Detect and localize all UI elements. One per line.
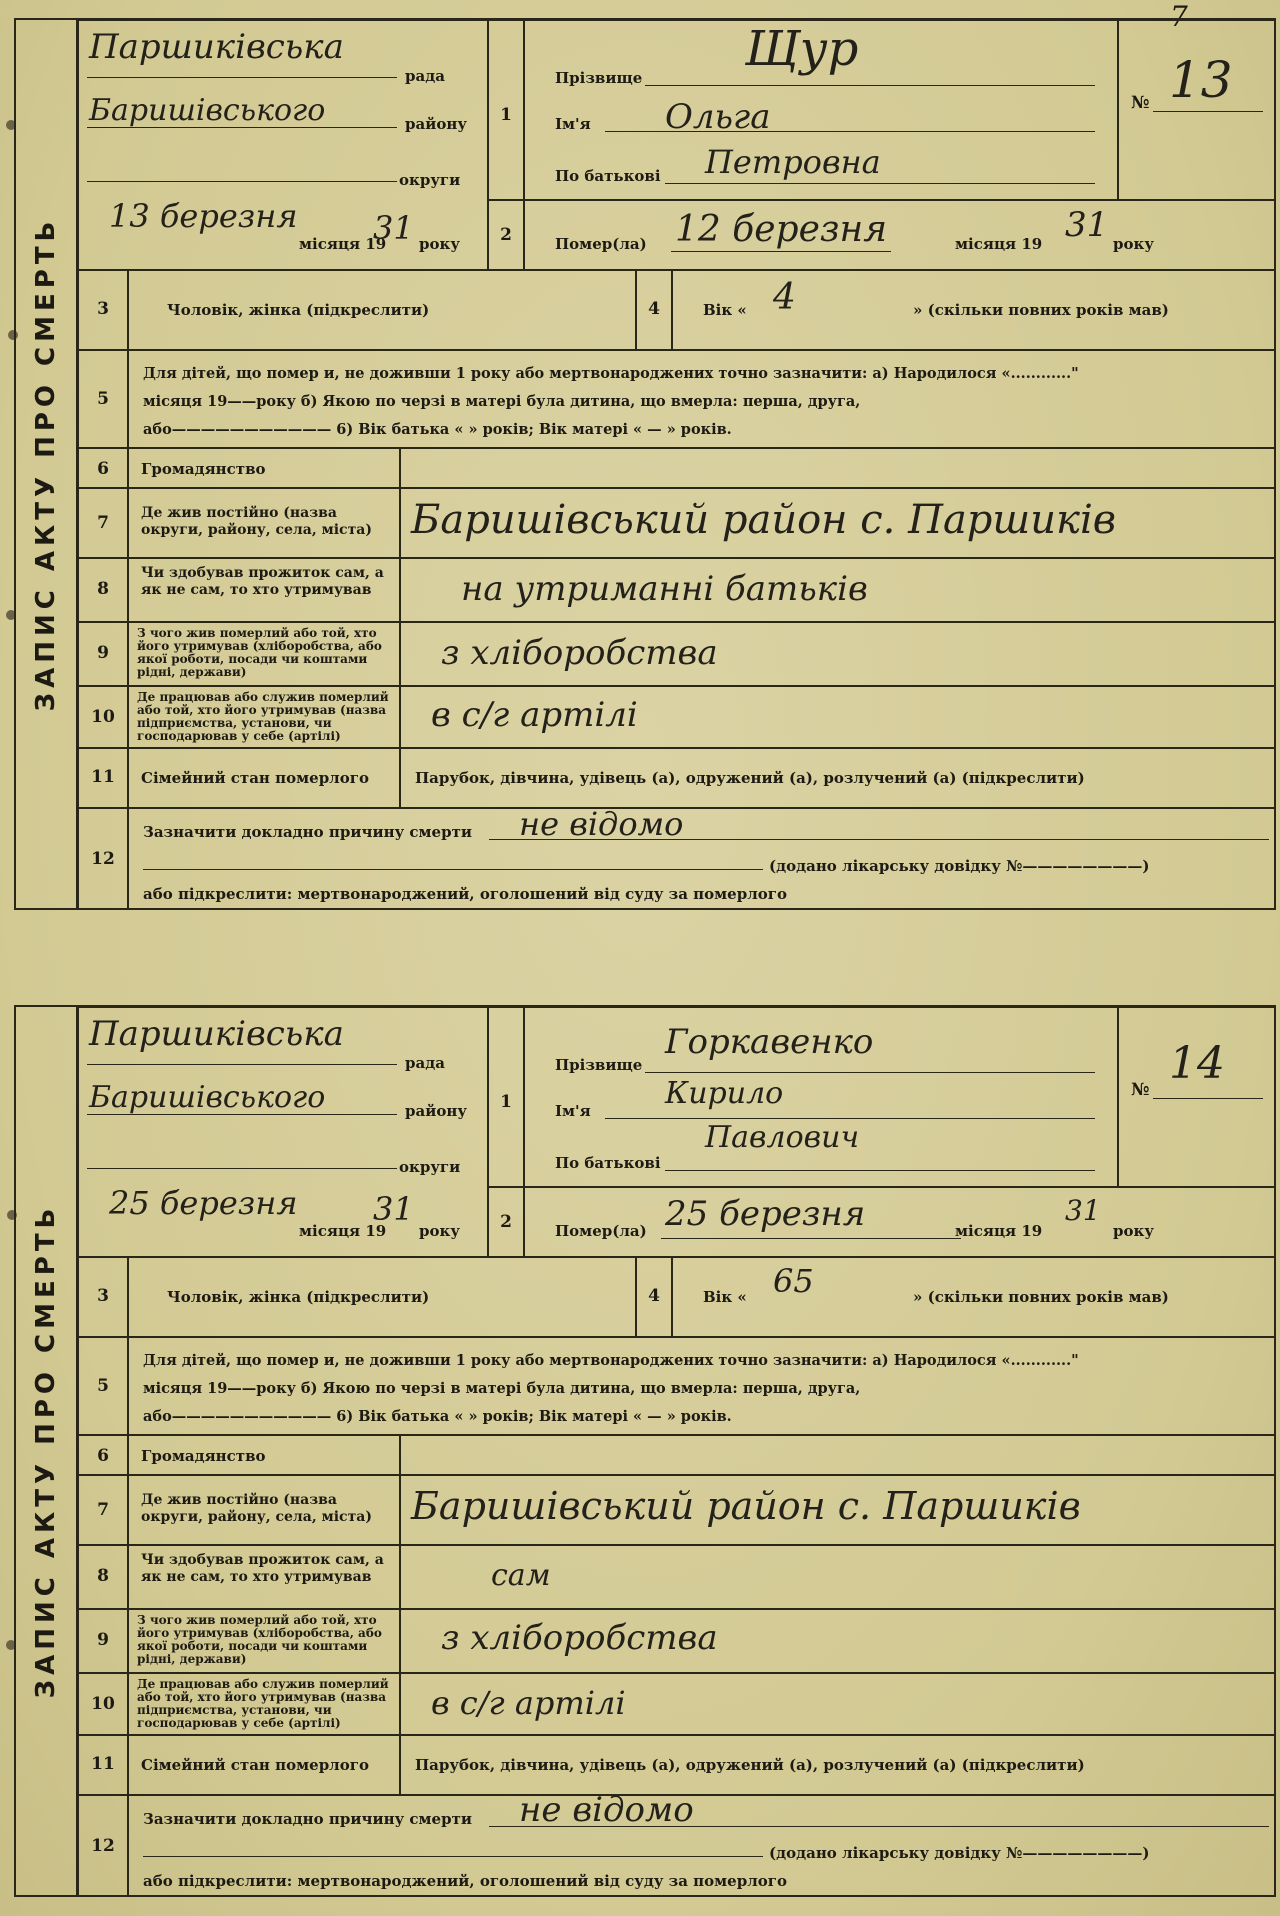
livelihood-label: З чого жив померлий або той, хто його утримував (хліборобства, або якої роботи, посади чи коштами рідні, держави) xyxy=(137,626,382,679)
okruhy-label: округи xyxy=(399,1158,461,1176)
rayon-value: Баришівського xyxy=(89,1080,326,1115)
corner-mark: 7 xyxy=(1170,0,1188,33)
record-number-value: 14 xyxy=(1169,1038,1225,1089)
livelihood-value: з хліборобства xyxy=(441,633,718,673)
livelihood-field xyxy=(400,622,1276,686)
sex-field: Чоловік, жінка (підкреслити) xyxy=(128,1257,636,1337)
infant-field: Для дітей, що помер и, не доживши 1 року або мертвонароджених точно зазначити: а) Народилося «............" місяця 19——року б) Якою по черзі в матері була дитина, що вмерла: перша, друга, або——————————— 6) Вік батька « » років; Вік матері « — » років. xyxy=(128,350,1276,448)
age-field: Вік « 65 » (скільки повних років мав) xyxy=(672,1257,1276,1337)
citizenship-label: Громадянство xyxy=(141,460,266,478)
reg-year-label: року xyxy=(419,235,460,253)
rada-value: Паршиківська xyxy=(89,27,344,67)
surname-label: Прізвище xyxy=(555,1056,643,1074)
reg-year-label: року xyxy=(419,1222,460,1240)
marital-field: Парубок, дівчина, удівець (а), одружений (а), розлучений (а) (підкреслити) xyxy=(400,748,1276,808)
marital-label: Сімейний стан померлого xyxy=(141,769,369,787)
council-block xyxy=(78,20,488,270)
name-value: Кирило xyxy=(665,1076,784,1111)
death-record-13: ЗАПИС АКТУ ПРО СМЕРТЬ Паршиківська рада Баришівського району округи 13 березня місяця 19 31 року 1 2 Прізвище Щур Ім'я Ольга По батькові Петровна № 13 Помер(ла) 12 березня місяця 19 31 року 3 Чоловік, жінка (підкреслити) 4 Вік « 4 » (скільки повних років мав) 5 Для дітей, що помер и, не доживши 1 року або мертвонароджених точно зазначити: а) Народилося «............" місяця 19——року б) Якою по черзі в матері була дитина, що вмерла: перша, друга, або——————————— 6) Вік батька « » років; Вік матері « — » років. 6 Громадянство 7 Де жив постійно (назва округи, району, села, міста) Баришівський район с. Паршиків 8 Чи здобував прожиток сам, а як не сам, то хто утримував на утриманні батьків 9 З чого жив померлий або той, хто його утримував (хліборобства, або якої роботи, посади чи коштами рідні, держави) з хліборобства 10 Де працював або служив померлий або той, хто його утримував (назва підприємства, установи, чи господарював у себе (артілі) в с/г артілі 11 Сімейний стан померлого Парубок, дівчина, удівець (а), одружений (а), розлучений (а) (підкреслити) 12 Зазначити докладно причину смерти не відомо (додано лікарську довідку №————————) або підкреслити: мертвонароджений, оголошений від суду за померлого xyxy=(14,18,1276,910)
person-block xyxy=(524,1007,1118,1187)
patronymic-value: Петровна xyxy=(705,143,881,181)
workplace-field xyxy=(400,686,1276,748)
livelihood-label: З чого жив померлий або той, хто його утримував (хліборобства, або якої роботи, посади чи коштами рідні, держави) xyxy=(137,1613,382,1666)
death-record-14: ЗАПИС АКТУ ПРО СМЕРТЬ Паршиківська рада Баришівського району округи 25 березня місяця 19 31 року 1 2 Прізвище Горкавенко Ім'я Кирило По батькові Павлович № 14 Помер(ла) 25 березня місяця 19 31 року 3 Чоловік, жінка (підкреслити) 4 Вік « 65 » (скільки повних років мав) 5 Для дітей, що помер и, не доживши 1 року або мертвонароджених точно зазначити: а) Народилося «............" місяця 19——року б) Якою по черзі в матері була дитина, що вмерла: перша, друга, або——————————— 6) Вік батька « » років; Вік матері « — » років. 6 Громадянство 7 Де жив постійно (назва округи, району, села, міста) Баришівський район с. Паршиків 8 Чи здобував прожиток сам, а як не сам, то хто утримував сам 9 З чого жив померлий або той, хто його утримував (хліборобства, або якої роботи, посади чи коштами рідні, держави) з хліборобства 10 Де працював або служив померлий або той, хто його утримував (назва підприємства, установи, чи господарював у себе (артілі) в с/г артілі 11 Сімейний стан померлого Парубок, дівчина, удівець (а), одружений (а), розлучений (а) (підкреслити) 12 Зазначити докладно причину смерти не відомо (додано лікарську довідку №————————) або підкреслити: мертвонароджений, оголошений від суду за померлого xyxy=(14,1005,1276,1897)
citizenship-value xyxy=(400,1435,1276,1475)
rayon-label: району xyxy=(405,115,467,133)
record-number-value: 13 xyxy=(1169,51,1233,109)
reg-month-label: місяця 19 xyxy=(299,235,387,253)
name-label: Ім'я xyxy=(555,1102,591,1120)
residence-value: Баришівський район с. Паршиків xyxy=(411,497,1117,543)
rayon-value: Баришівського xyxy=(89,93,326,128)
death-date-block: Помер(ла) 25 березня місяця 19 31 року xyxy=(524,1187,1276,1257)
surname-value: Горкавенко xyxy=(665,1022,874,1062)
livelihood-value: з хліборобства xyxy=(441,1618,718,1658)
support-value: сам xyxy=(491,1558,551,1593)
death-date-value: 25 березня xyxy=(665,1194,866,1234)
cause-field: Зазначити докладно причину смерти не відомо (додано лікарську довідку №————————) або підкреслити: мертвонароджений, оголошений від суду за померлого xyxy=(128,1795,1276,1897)
surname-value: Щур xyxy=(745,21,859,77)
support-field xyxy=(400,1545,1276,1609)
marital-label: Сімейний стан померлого xyxy=(141,1756,369,1774)
rada-label: рада xyxy=(405,67,445,85)
cause-field: Зазначити докладно причину смерти не відомо (додано лікарську довідку №————————) або підкреслити: мертвонароджений, оголошений від суду за померлого xyxy=(128,808,1276,910)
age-value: 65 xyxy=(773,1262,814,1300)
residence-field xyxy=(400,1475,1276,1545)
death-year-value: 31 xyxy=(1065,205,1109,245)
death-date-value: 12 березня xyxy=(675,209,888,250)
livelihood-field xyxy=(400,1609,1276,1673)
death-date-block: Помер(ла) 12 березня місяця 19 31 року xyxy=(524,200,1276,270)
side-title: ЗАПИС АКТУ ПРО СМЕРТЬ xyxy=(16,1007,78,1895)
marital-field: Парубок, дівчина, удівець (а), одружений (а), розлучений (а) (підкреслити) xyxy=(400,1735,1276,1795)
age-field: Вік « 4 » (скільки повних років мав) xyxy=(672,270,1276,350)
reg-year-value: 31 xyxy=(373,1190,414,1228)
okruhy-label: округи xyxy=(399,171,461,189)
record-number: № 14 xyxy=(1118,1007,1276,1187)
workplace-value: в с/г артілі xyxy=(431,695,638,735)
support-field xyxy=(400,558,1276,622)
sex-field: Чоловік, жінка (підкреслити) xyxy=(128,270,636,350)
residence-value: Баришівський район с. Паршиків xyxy=(411,1484,1081,1528)
cause-value: не відомо xyxy=(519,1790,694,1830)
residence-label: Де жив постійно (назва округи, району, села, міста) xyxy=(141,1492,372,1525)
support-label: Чи здобував прожиток сам, а як не сам, то хто утримував xyxy=(141,565,384,598)
age-value: 4 xyxy=(773,277,796,318)
workplace-label: Де працював або служив померлий або той, хто його утримував (назва підприємства, установи, чи господарював у себе (артілі) xyxy=(137,1677,389,1730)
residence-field xyxy=(400,488,1276,558)
reg-date-value: 13 березня xyxy=(109,197,298,235)
rada-label: рада xyxy=(405,1054,445,1072)
citizenship-label: Громадянство xyxy=(141,1447,266,1465)
patronymic-label: По батькові xyxy=(555,1154,661,1172)
support-value: на утриманні батьків xyxy=(461,569,868,609)
infant-field: Для дітей, що помер и, не доживши 1 року або мертвонароджених точно зазначити: а) Народилося «............" місяця 19——року б) Якою по черзі в матері була дитина, що вмерла: перша, друга, або——————————— 6) Вік батька « » років; Вік матері « — » років. xyxy=(128,1337,1276,1435)
citizenship-value xyxy=(400,448,1276,488)
death-year-value: 31 xyxy=(1065,1194,1101,1227)
patronymic-value: Павлович xyxy=(705,1120,860,1155)
side-title: ЗАПИС АКТУ ПРО СМЕРТЬ xyxy=(16,20,78,908)
patronymic-label: По батькові xyxy=(555,167,661,185)
workplace-label: Де працював або служив померлий або той, хто його утримував (назва підприємства, установи, чи господарював у себе (артілі) xyxy=(137,690,389,743)
reg-month-label: місяця 19 xyxy=(299,1222,387,1240)
name-value: Ольга xyxy=(665,97,771,137)
name-label: Ім'я xyxy=(555,115,591,133)
surname-label: Прізвище xyxy=(555,69,643,87)
rada-value: Паршиківська xyxy=(89,1014,344,1054)
reg-year-value: 31 xyxy=(373,209,414,247)
rayon-label: району xyxy=(405,1102,467,1120)
workplace-value: в с/г артілі xyxy=(431,1684,626,1722)
workplace-field xyxy=(400,1673,1276,1735)
cause-value: не відомо xyxy=(519,805,684,843)
reg-date-value: 25 березня xyxy=(109,1184,298,1222)
support-label: Чи здобував прожиток сам, а як не сам, то хто утримував xyxy=(141,1552,384,1585)
record-number: № 13 xyxy=(1118,20,1276,200)
residence-label: Де жив постійно (назва округи, району, села, міста) xyxy=(141,505,372,538)
council-block xyxy=(78,1007,488,1257)
person-block xyxy=(524,20,1118,200)
